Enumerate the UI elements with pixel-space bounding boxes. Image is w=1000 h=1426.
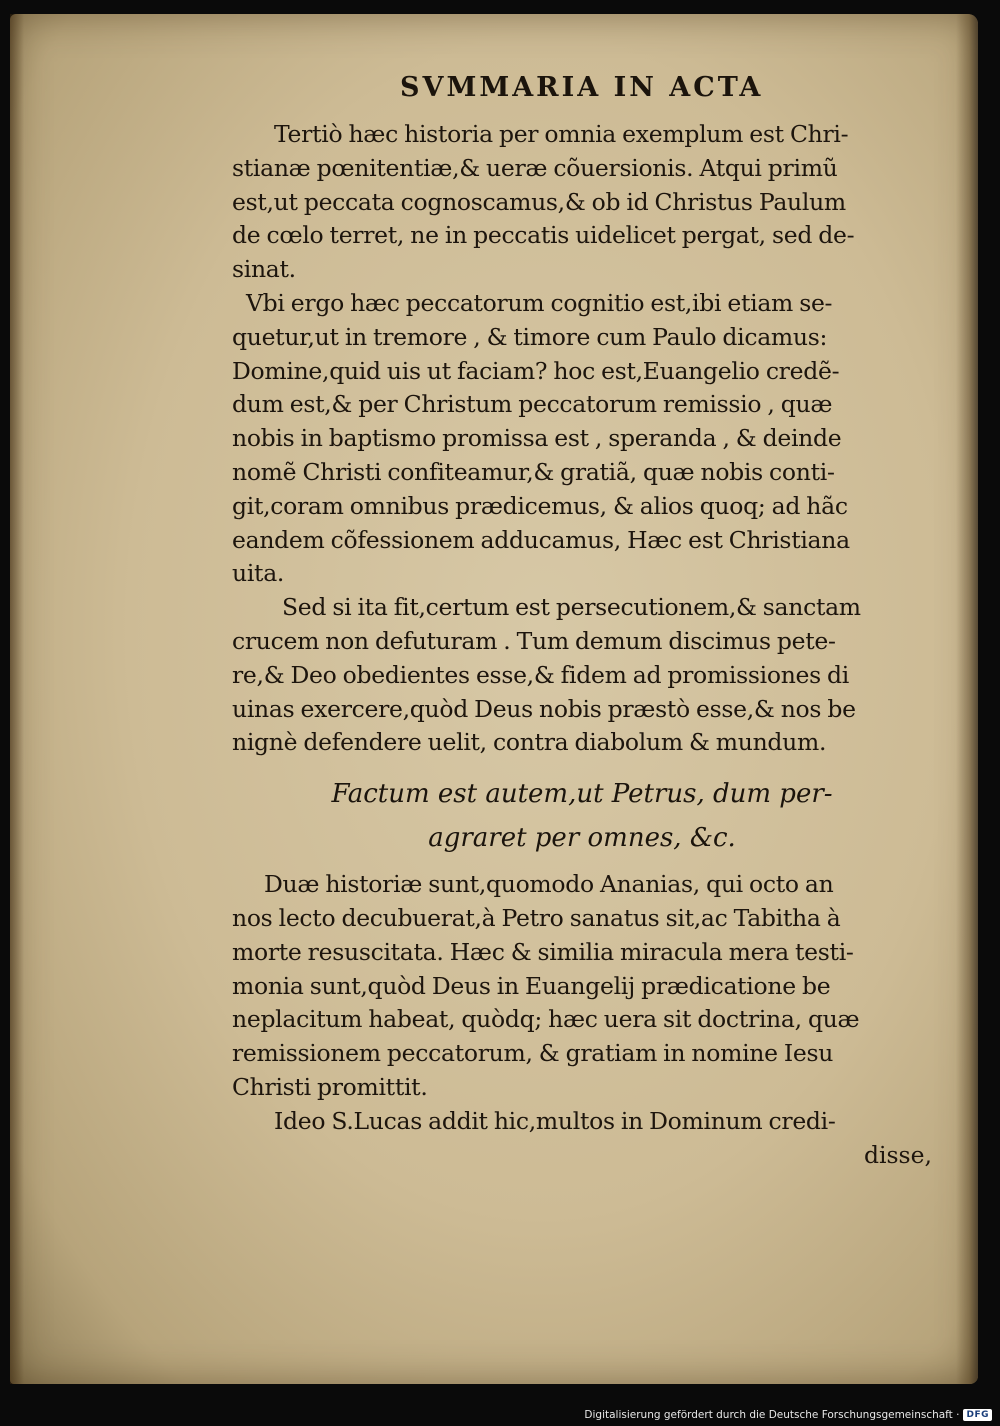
- text-line: nobis in baptismo promissa est , speranda , & deinde: [232, 424, 842, 453]
- text-line: stianæ pœnitentiæ,& ueræ cõuersionis. Atqui primũ: [232, 153, 838, 182]
- running-head: SVMMARIA IN ACTA: [400, 72, 764, 103]
- text-line: quetur,ut in tremore , & timore cum Paulo dicamus:: [232, 322, 828, 351]
- footer-text: Digitalisierung gefördert durch die Deutsche Forschungsgemeinschaft ·: [584, 1409, 960, 1421]
- text-line: Tertiò hæc historia per omnia exemplum est Chri-: [274, 120, 849, 148]
- heading-line: agraret per omnes, &c.: [428, 823, 736, 854]
- paragraph-4: [232, 868, 932, 1105]
- text-line: nignè defendere uelit, contra diabolum & mundum.: [232, 728, 827, 757]
- text-line: neplacitum habeat, quòdq; hæc uera sit doctrina, quæ: [232, 1005, 860, 1034]
- text-line: sinat.: [232, 255, 296, 284]
- text-line: uinas exercere,quòd Deus nobis præstò esse,& nos be: [232, 694, 856, 723]
- text-line: Ideo S.Lucas addit hic,multos in Dominum credi-: [274, 1106, 836, 1135]
- text-line: nos lecto decubuerat,à Petro sanatus sit,ac Tabitha à: [232, 903, 841, 932]
- dfg-logo-icon: DFG: [963, 1409, 992, 1421]
- catchword: disse,: [863, 1140, 932, 1169]
- text-line: eandem cõfessionem adducamus, Hæc est Christiana: [232, 525, 850, 554]
- page-gutter-shadow: [10, 14, 24, 1384]
- text-line: Vbi ergo hæc peccatorum cognitio est,ibi etiam se-: [246, 288, 833, 317]
- text-line: Domine,quid uis ut faciam? hoc est,Euangelio credẽ-: [232, 356, 840, 385]
- main-text: [232, 118, 932, 1172]
- text-line: morte resuscitata. Hæc & similia miracula mera testi-: [232, 937, 854, 966]
- text-line: est,ut peccata cognoscamus,& ob id Christus Paulum: [232, 187, 846, 216]
- text-line: uita.: [232, 559, 285, 588]
- text-line: de cœlo terret, ne in peccatis uidelicet pergat, sed de-: [232, 221, 855, 250]
- text-line: monia sunt,quòd Deus in Euangelij prædicatione be: [232, 971, 831, 1000]
- text-line: re,& Deo obedientes esse,& fidem ad promissiones di: [232, 660, 850, 689]
- text-line: Sed si ita fit,certum est persecutionem,& sanctam: [282, 593, 861, 622]
- text-line: crucem non defuturam . Tum demum discimus pete-: [232, 626, 836, 655]
- heading-line: Factum est autem,ut Petrus, dum per-: [331, 779, 833, 810]
- text-line: remissionem peccatorum, & gratiam in nomine Iesu: [232, 1039, 834, 1068]
- italic-heading: [232, 772, 932, 860]
- text-line: Christi promittit.: [232, 1072, 428, 1101]
- digitization-footer: [584, 1409, 992, 1421]
- paragraph-1: [232, 118, 932, 287]
- text-line: dum est,& per Christum peccatorum remissio , quæ: [232, 390, 833, 419]
- paragraph-3: [232, 591, 932, 760]
- text-line: Duæ historiæ sunt,quomodo Ananias, qui octo an: [264, 870, 834, 899]
- page-edge-shadow: [956, 14, 978, 1384]
- text-line: git,coram omnibus prædicemus, & alios quoq; ad hãc: [232, 491, 848, 520]
- paragraph-5: [232, 1105, 932, 1139]
- paragraph-2: [232, 287, 932, 591]
- text-line: nomẽ Christi confiteamur,& gratiã, quæ nobis conti-: [232, 457, 835, 486]
